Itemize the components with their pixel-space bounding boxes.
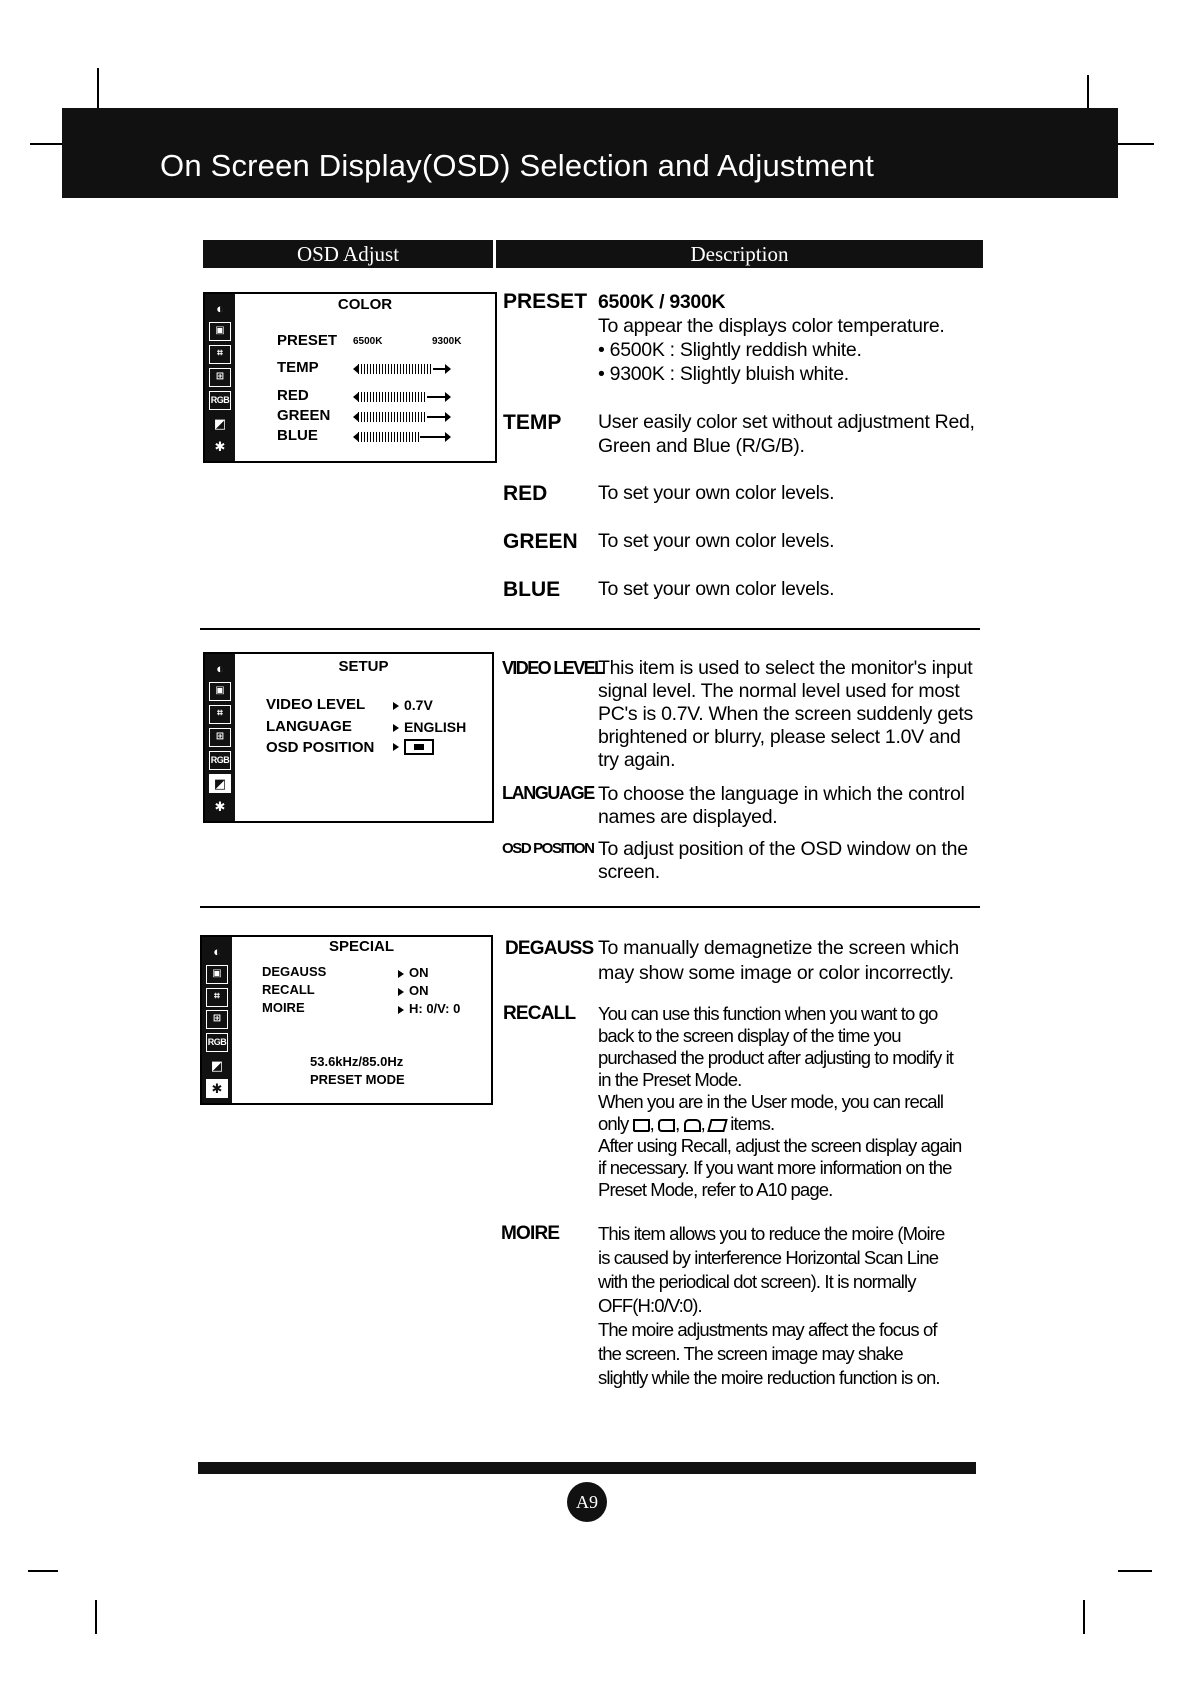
temp-line-2: Green and Blue (R/G/B). <box>598 435 805 457</box>
brightness-icon: ◐ <box>216 301 224 316</box>
page-number: A9 <box>567 1482 607 1522</box>
geometry2-icon: ⊞ <box>209 728 231 747</box>
osd-menu-title: SETUP <box>338 658 389 675</box>
temp-label: TEMP <box>277 359 319 376</box>
moire-line-4: OFF(H:0/V:0). <box>598 1295 702 1316</box>
osd-position-value <box>393 738 434 755</box>
preset-heading: 6500K / 9300K <box>598 291 726 313</box>
moire-label: MOIRE <box>262 1000 305 1015</box>
recall-line-3: purchased the product after adjusting to modify it <box>598 1047 954 1068</box>
crop-mark <box>30 143 62 145</box>
special-icon: ✱ <box>214 439 226 454</box>
geometry-mode-icon <box>633 1119 650 1132</box>
preset-option-9300k: 9300K <box>432 336 462 347</box>
slider-fill <box>358 392 427 402</box>
preset-option-6500k: 6500K <box>353 336 383 347</box>
moire-term: MOIRE <box>501 1223 560 1244</box>
language-line-2: names are displayed. <box>598 806 778 828</box>
blue-slider <box>353 431 451 443</box>
description-header: Description <box>496 240 983 268</box>
footer-bar <box>198 1462 976 1474</box>
recall-items-text: items. <box>730 1113 775 1134</box>
crop-mark <box>1118 1570 1152 1572</box>
preset-mode-readout: PRESET MODE <box>310 1072 405 1087</box>
geometry-icon: ⌗ <box>206 988 228 1007</box>
temp-line-1: User easily color set without adjustment Red, <box>598 411 975 433</box>
degauss-line-1: To manually demagnetize the screen which <box>598 937 959 959</box>
moire-line-1: This item allows you to reduce the moire (Moire <box>598 1223 945 1244</box>
temp-term: TEMP <box>503 411 562 434</box>
osd-setup-menu <box>203 652 494 823</box>
pincushion-mode-icon <box>658 1119 675 1132</box>
recall-value-text: ON <box>409 983 429 998</box>
language-term: LANGUAGE <box>502 783 594 803</box>
green-text: To set your own color levels. <box>598 530 835 552</box>
slider-fill <box>358 432 420 442</box>
recall-line-2: back to the screen display of the time you <box>598 1025 901 1046</box>
slider-fill <box>358 364 433 374</box>
degauss-term: DEGAUSS <box>505 938 594 959</box>
osd-color-menu <box>203 292 497 463</box>
osd-menu-title: COLOR <box>337 296 393 313</box>
recall-line-5: When you are in the User mode, you can recall <box>598 1091 944 1112</box>
geometry2-icon: ⊞ <box>206 1010 228 1029</box>
geometry-icon: ⌗ <box>209 345 231 364</box>
geometry-icon: ⌗ <box>209 705 231 724</box>
video-level-label: VIDEO LEVEL <box>266 696 366 713</box>
recall-line-6: only , , , items. <box>598 1113 775 1134</box>
video-level-value <box>393 697 433 713</box>
setup-icon: ◩ <box>209 774 231 793</box>
size-icon: ▣ <box>209 322 231 341</box>
video-line-1: This item is used to select the monitor's input <box>598 657 973 679</box>
degauss-line-2: may show some image or color incorrectly. <box>598 962 954 984</box>
section-divider <box>200 628 980 630</box>
osd-icon-strip <box>205 294 235 461</box>
green-label: GREEN <box>277 407 331 424</box>
moire-value <box>398 1001 460 1016</box>
osd-special-menu <box>200 935 493 1105</box>
osd-icon-strip <box>202 937 232 1103</box>
setup-icon: ◩ <box>213 416 227 431</box>
special-icon: ✱ <box>206 1079 228 1098</box>
video-line-3: PC's is 0.7V. When the screen suddenly gets <box>598 703 973 725</box>
section-divider <box>200 906 980 908</box>
blue-text: To set your own color levels. <box>598 578 835 600</box>
preset-term: PRESET <box>503 290 588 313</box>
size-icon: ▣ <box>209 682 231 701</box>
preset-line-1: To appear the displays color temperature. <box>598 315 945 337</box>
frequency-readout: 53.6kHz/85.0Hz <box>310 1054 404 1069</box>
osd-adjust-header: OSD Adjust <box>203 240 493 268</box>
green-slider <box>353 411 451 423</box>
language-value-text: ENGLISH <box>404 719 467 735</box>
osd-position-label: OSD POSITION <box>266 739 375 756</box>
position-line-1: To adjust position of the OSD window on the <box>598 838 968 860</box>
degauss-value-text: ON <box>409 965 429 980</box>
osd-position-term: OSD POSITION <box>502 840 594 857</box>
crop-mark <box>28 1570 58 1572</box>
osd-position-icon <box>404 739 434 755</box>
page-title: On Screen Display(OSD) Selection and Adjustment <box>160 148 875 183</box>
moire-value-text: H: 0/V: 0 <box>409 1001 461 1016</box>
position-line-2: screen. <box>598 861 660 883</box>
moire-line-7: slightly while the moire reduction function is on. <box>598 1367 940 1388</box>
preset-line-2: • 6500K : Slightly reddish white. <box>598 339 862 361</box>
preset-label: PRESET <box>277 332 338 349</box>
recall-line-8: if necessary. If you want more information on the <box>598 1157 952 1178</box>
recall-line-4: in the Preset Mode. <box>598 1069 742 1090</box>
setup-icon: ◩ <box>210 1058 224 1074</box>
degauss-value <box>398 965 429 980</box>
recall-label: RECALL <box>262 982 315 997</box>
special-icon: ✱ <box>214 799 226 814</box>
crop-mark <box>95 1600 97 1634</box>
video-line-4: brightened or blurry, please select 1.0V and <box>598 726 961 748</box>
crop-mark <box>1087 75 1089 110</box>
moire-line-6: the screen. The screen image may shake <box>598 1343 903 1364</box>
title-bar <box>62 108 1118 198</box>
video-level-term: VIDEO LEVEL <box>502 658 604 678</box>
red-text: To set your own color levels. <box>598 482 835 504</box>
brightness-icon: ◐ <box>213 943 221 959</box>
red-slider <box>353 391 451 403</box>
recall-line-1: You can use this function when you want to go <box>598 1003 938 1024</box>
language-value <box>393 719 466 735</box>
osd-icon-strip <box>205 654 235 821</box>
video-line-2: signal level. The normal level used for most <box>598 680 960 702</box>
green-term: GREEN <box>503 530 578 553</box>
temp-slider <box>353 363 451 375</box>
rgb-icon: RGB <box>206 1033 228 1052</box>
geometry2-icon: ⊞ <box>209 368 231 387</box>
moire-line-3: with the periodical dot screen). It is normally <box>598 1271 916 1292</box>
red-label: RED <box>277 387 309 404</box>
crop-mark <box>97 68 99 108</box>
crop-mark <box>1118 143 1154 145</box>
blue-term: BLUE <box>503 578 561 601</box>
brightness-icon: ◐ <box>216 661 224 676</box>
language-label: LANGUAGE <box>266 718 352 735</box>
slider-fill <box>358 412 427 422</box>
moire-line-2: is caused by interference Horizontal Scan Line <box>598 1247 939 1268</box>
video-line-5: try again. <box>598 749 676 771</box>
osd-menu-title: SPECIAL <box>328 938 394 955</box>
degauss-label: DEGAUSS <box>262 964 327 979</box>
language-line-1: To choose the language in which the control <box>598 783 965 805</box>
red-term: RED <box>503 482 548 505</box>
trapezoid-mode-icon <box>684 1119 701 1132</box>
size-icon: ▣ <box>206 965 228 984</box>
recall-term: RECALL <box>503 1003 576 1024</box>
preset-line-3: • 9300K : Slightly bluish white. <box>598 363 849 385</box>
rgb-icon: RGB <box>209 751 231 770</box>
rgb-icon: RGB <box>209 391 231 410</box>
video-level-value-text: 0.7V <box>404 697 433 713</box>
moire-line-5: The moire adjustments may affect the focus of <box>598 1319 937 1340</box>
recall-only-text: only <box>598 1113 629 1134</box>
recall-line-9: Preset Mode, refer to A10 page. <box>598 1179 833 1200</box>
blue-label: BLUE <box>277 427 318 444</box>
parallelogram-mode-icon <box>707 1119 727 1132</box>
recall-value <box>398 983 429 998</box>
recall-line-7: After using Recall, adjust the screen display again <box>598 1135 962 1156</box>
crop-mark <box>1083 1600 1085 1634</box>
column-header-row <box>203 240 983 268</box>
